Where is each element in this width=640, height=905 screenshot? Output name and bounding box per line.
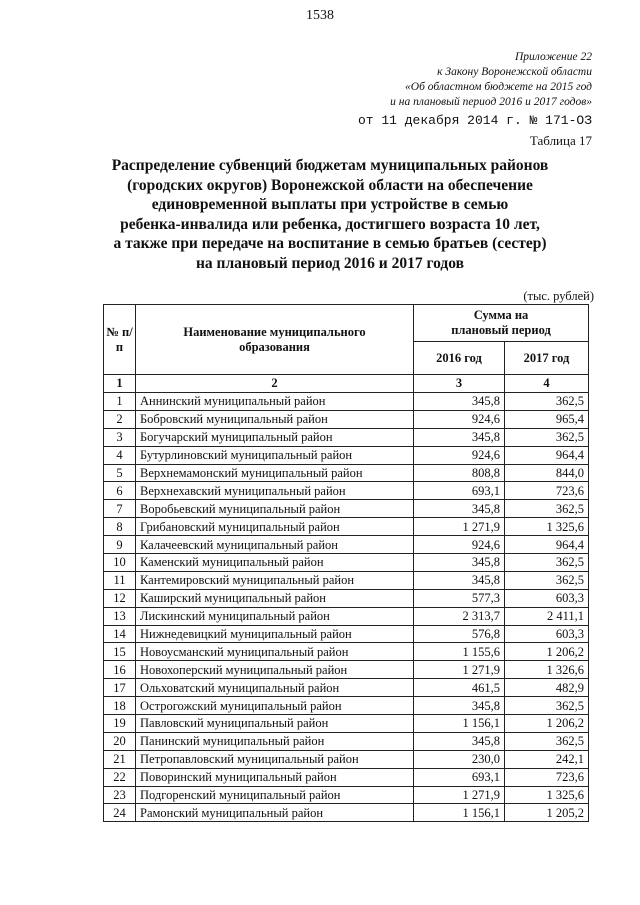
table-row bbox=[104, 446, 589, 464]
table-row bbox=[104, 750, 589, 768]
table-row bbox=[104, 732, 589, 750]
row-number-cell: 17 bbox=[104, 679, 136, 697]
row-2017-cell: 603,3 bbox=[505, 589, 589, 607]
row-2016-cell: 924,6 bbox=[414, 410, 505, 428]
row-2017-cell: 964,4 bbox=[505, 536, 589, 554]
table-row bbox=[104, 554, 589, 572]
row-name-cell: Ольховатский муниципальный район bbox=[136, 679, 414, 697]
row-2017-cell: 723,6 bbox=[505, 482, 589, 500]
row-name-cell: Бутурлиновский муниципальный район bbox=[136, 446, 414, 464]
row-2017-cell: 362,5 bbox=[505, 571, 589, 589]
table-row bbox=[104, 643, 589, 661]
table-row bbox=[104, 428, 589, 446]
row-name-cell: Нижнедевицкий муниципальный район bbox=[136, 625, 414, 643]
row-number-cell: 22 bbox=[104, 768, 136, 786]
row-2016-cell: 345,8 bbox=[414, 571, 505, 589]
row-number-cell: 23 bbox=[104, 786, 136, 804]
header-number: № п/п bbox=[104, 305, 136, 375]
row-2017-cell: 482,9 bbox=[505, 679, 589, 697]
row-2017-cell: 362,5 bbox=[505, 697, 589, 715]
appendix-note bbox=[272, 50, 592, 110]
title-line: на плановый период 2016 и 2017 годов bbox=[196, 254, 464, 272]
table-row bbox=[104, 536, 589, 554]
table-number: Таблица 17 bbox=[529, 133, 592, 148]
row-2016-cell: 1 271,9 bbox=[414, 518, 505, 536]
row-2016-cell: 1 271,9 bbox=[414, 661, 505, 679]
row-2016-cell: 345,8 bbox=[414, 732, 505, 750]
column-index: 2 bbox=[136, 375, 414, 393]
row-2017-cell: 362,5 bbox=[505, 393, 589, 411]
title-line: Распределение субвенций бюджетам муниципальных районов bbox=[111, 157, 549, 174]
title-line: а также при передаче на воспитание в семью братьев (сестер) bbox=[113, 235, 547, 252]
row-2016-cell: 693,1 bbox=[414, 482, 505, 500]
row-2017-cell: 1 206,2 bbox=[505, 715, 589, 733]
row-number-cell: 7 bbox=[104, 500, 136, 518]
row-2017-cell: 965,4 bbox=[505, 410, 589, 428]
row-2016-cell: 345,8 bbox=[414, 428, 505, 446]
table-row bbox=[104, 768, 589, 786]
row-2017-cell: 844,0 bbox=[505, 464, 589, 482]
table-row bbox=[104, 607, 589, 625]
header-sum: Сумма на плановый период bbox=[414, 305, 589, 342]
row-2017-cell: 1 325,6 bbox=[505, 786, 589, 804]
row-number-cell: 15 bbox=[104, 643, 136, 661]
table-row bbox=[104, 482, 589, 500]
header-year-2017: 2017 год bbox=[505, 342, 589, 375]
row-number-cell: 20 bbox=[104, 732, 136, 750]
row-name-cell: Новоусманский муниципальный район bbox=[136, 643, 414, 661]
document-title bbox=[60, 156, 600, 273]
row-2016-cell: 345,8 bbox=[414, 554, 505, 572]
table-row bbox=[104, 410, 589, 428]
table-row bbox=[104, 464, 589, 482]
row-2017-cell: 242,1 bbox=[505, 750, 589, 768]
row-2016-cell: 230,0 bbox=[414, 750, 505, 768]
table-row bbox=[104, 661, 589, 679]
row-2016-cell: 924,6 bbox=[414, 446, 505, 464]
row-2016-cell: 2 313,7 bbox=[414, 607, 505, 625]
table-row bbox=[104, 589, 589, 607]
row-number-cell: 19 bbox=[104, 715, 136, 733]
row-2017-cell: 603,3 bbox=[505, 625, 589, 643]
title-line: ребенка-инвалида или ребенка, достигшего возраста 10 лет, bbox=[120, 215, 540, 233]
row-name-cell: Кантемировский муниципальный район bbox=[136, 571, 414, 589]
row-name-cell: Воробьевский муниципальный район bbox=[136, 500, 414, 518]
row-2017-cell: 1 326,6 bbox=[505, 661, 589, 679]
row-name-cell: Аннинский муниципальный район bbox=[136, 393, 414, 411]
row-number-cell: 14 bbox=[104, 625, 136, 643]
row-number-cell: 24 bbox=[104, 804, 136, 822]
column-index: 1 bbox=[104, 375, 136, 393]
title-line: единовременной выплаты при устройстве в семью bbox=[151, 196, 509, 213]
row-2016-cell: 345,8 bbox=[414, 697, 505, 715]
table-row bbox=[104, 500, 589, 518]
row-2017-cell: 964,4 bbox=[505, 446, 589, 464]
row-number-cell: 16 bbox=[104, 661, 136, 679]
units-label: (тыс. рублей) bbox=[523, 289, 594, 303]
title-line: (городских округов) Воронежской области на обеспечение bbox=[127, 176, 533, 194]
row-2017-cell: 1 325,6 bbox=[505, 518, 589, 536]
row-name-cell: Панинский муниципальный район bbox=[136, 732, 414, 750]
row-number-cell: 8 bbox=[104, 518, 136, 536]
row-2016-cell: 576,8 bbox=[414, 625, 505, 643]
row-2017-cell: 1 206,2 bbox=[505, 643, 589, 661]
row-2017-cell: 723,6 bbox=[505, 768, 589, 786]
law-date-stamp: от 11 декабря 2014 г. № 171-ОЗ bbox=[357, 113, 592, 128]
row-number-cell: 5 bbox=[104, 464, 136, 482]
row-name-cell: Бобровский муниципальный район bbox=[136, 410, 414, 428]
row-number-cell: 12 bbox=[104, 589, 136, 607]
header-year-2016: 2016 год bbox=[414, 342, 505, 375]
column-index-row bbox=[104, 375, 589, 393]
row-2016-cell: 1 156,1 bbox=[414, 804, 505, 822]
row-number-cell: 6 bbox=[104, 482, 136, 500]
column-index: 3 bbox=[414, 375, 505, 393]
table-row bbox=[104, 518, 589, 536]
row-name-cell: Грибановский муниципальный район bbox=[136, 518, 414, 536]
row-name-cell: Верхнехавский муниципальный район bbox=[136, 482, 414, 500]
row-2016-cell: 345,8 bbox=[414, 500, 505, 518]
column-index: 4 bbox=[505, 375, 589, 393]
row-number-cell: 9 bbox=[104, 536, 136, 554]
row-2016-cell: 924,6 bbox=[414, 536, 505, 554]
row-number-cell: 11 bbox=[104, 571, 136, 589]
row-2017-cell: 362,5 bbox=[505, 554, 589, 572]
row-name-cell: Рамонский муниципальный район bbox=[136, 804, 414, 822]
row-2016-cell: 461,5 bbox=[414, 679, 505, 697]
header-name: Наименование муниципального образования bbox=[136, 305, 414, 375]
row-name-cell: Верхнемамонский муниципальный район bbox=[136, 464, 414, 482]
table-row bbox=[104, 786, 589, 804]
row-2017-cell: 362,5 bbox=[505, 428, 589, 446]
row-number-cell: 10 bbox=[104, 554, 136, 572]
row-number-cell: 2 bbox=[104, 410, 136, 428]
row-number-cell: 4 bbox=[104, 446, 136, 464]
appendix-line: Приложение 22 bbox=[514, 51, 592, 63]
appendix-line: «Об областном бюджете на 2015 год bbox=[405, 81, 592, 93]
row-name-cell: Павловский муниципальный район bbox=[136, 715, 414, 733]
row-2016-cell: 1 271,9 bbox=[414, 786, 505, 804]
table-row bbox=[104, 679, 589, 697]
page-number: 1538 bbox=[306, 8, 334, 23]
table-row bbox=[104, 625, 589, 643]
row-name-cell: Поворинский муниципальный район bbox=[136, 768, 414, 786]
row-2016-cell: 1 156,1 bbox=[414, 715, 505, 733]
row-number-cell: 18 bbox=[104, 697, 136, 715]
row-2017-cell: 362,5 bbox=[505, 732, 589, 750]
table-row bbox=[104, 715, 589, 733]
table-row bbox=[104, 571, 589, 589]
row-name-cell: Калачеевский муниципальный район bbox=[136, 536, 414, 554]
table-row bbox=[104, 393, 589, 411]
row-number-cell: 1 bbox=[104, 393, 136, 411]
row-name-cell: Острогожский муниципальный район bbox=[136, 697, 414, 715]
row-2016-cell: 345,8 bbox=[414, 393, 505, 411]
row-name-cell: Петропавловский муниципальный район bbox=[136, 750, 414, 768]
row-2017-cell: 362,5 bbox=[505, 500, 589, 518]
row-name-cell: Подгоренский муниципальный район bbox=[136, 786, 414, 804]
row-name-cell: Каменский муниципальный район bbox=[136, 554, 414, 572]
table-row bbox=[104, 697, 589, 715]
row-name-cell: Каширский муниципальный район bbox=[136, 589, 414, 607]
table-row bbox=[104, 804, 589, 822]
row-2016-cell: 693,1 bbox=[414, 768, 505, 786]
row-name-cell: Богучарский муниципальный район bbox=[136, 428, 414, 446]
row-2016-cell: 808,8 bbox=[414, 464, 505, 482]
distribution-table bbox=[103, 304, 589, 822]
row-number-cell: 21 bbox=[104, 750, 136, 768]
row-number-cell: 3 bbox=[104, 428, 136, 446]
row-2017-cell: 1 205,2 bbox=[505, 804, 589, 822]
row-name-cell: Новохоперский муниципальный район bbox=[136, 661, 414, 679]
appendix-line: и на плановый период 2016 и 2017 годов» bbox=[390, 96, 592, 108]
row-number-cell: 13 bbox=[104, 607, 136, 625]
row-name-cell: Лискинский муниципальный район bbox=[136, 607, 414, 625]
row-2016-cell: 1 155,6 bbox=[414, 643, 505, 661]
row-2017-cell: 2 411,1 bbox=[505, 607, 589, 625]
appendix-line: к Закону Воронежской области bbox=[437, 66, 592, 78]
row-2016-cell: 577,3 bbox=[414, 589, 505, 607]
